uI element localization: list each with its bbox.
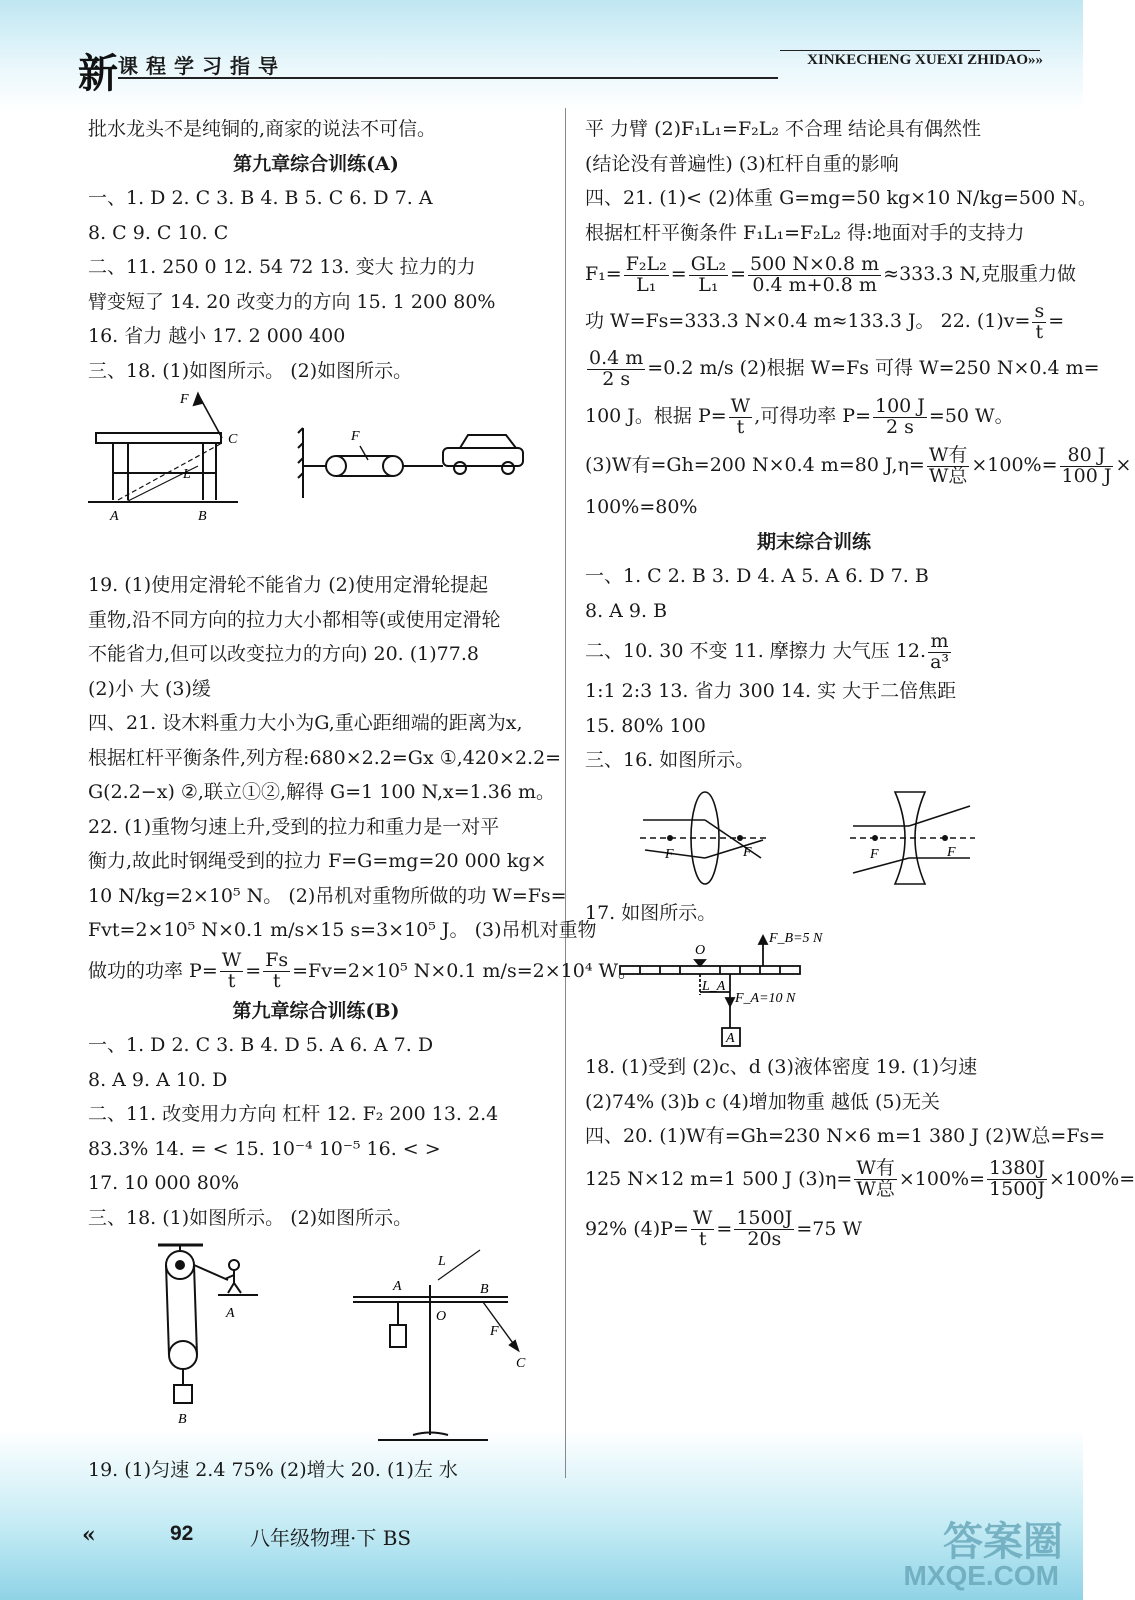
fig2-label-B2: B bbox=[480, 1282, 489, 1297]
text-line-formula: (3)W有=Gh=200 N×0.4 m=80 J,η= $\frac{\text{W有}}{\text{W总}}$ ×100%= $\frac{80 J}{100 J}$ × bbox=[585, 443, 1132, 487]
text-line: 83.3% 14. = < 15. 10⁻⁴ 10⁻⁵ 16. < > bbox=[88, 1137, 441, 1160]
fig3-label-F1: F bbox=[665, 846, 674, 862]
text-line: 二、11. 改变用力方向 杠杆 12. F₂ 200 13. 2.4 bbox=[88, 1103, 499, 1125]
text-line: 三、18. (1)如图所示。 (2)如图所示。 bbox=[88, 1206, 413, 1229]
fig1-label-A: A bbox=[110, 509, 119, 524]
text-line: 15. 80% 100 bbox=[585, 714, 706, 737]
watermark-url: MXQE.COM bbox=[903, 1560, 1059, 1591]
text-line-formula: 做功的功率 P= $\frac{W}{t}$ = $\frac{Fs}{t}$ =Fv=2×10⁵ N×0.1 m/s=2×10⁴ W。 bbox=[88, 949, 637, 992]
fig2-label-O: O bbox=[436, 1309, 447, 1324]
text-line-formula: 92% (4)P= $\frac{W}{t}$ = $\frac{1500J}{20s}$ =75 W bbox=[585, 1207, 862, 1250]
figure-pulley-and-lever bbox=[88, 1235, 544, 1453]
header-rule bbox=[118, 77, 778, 79]
fig1-label-F: F bbox=[180, 392, 189, 407]
fig4-label-FA: F_A=10 N bbox=[735, 991, 796, 1006]
text-line: 一、1. D 2. C 3. B 4. D 5. A 6. A 7. D bbox=[88, 1034, 434, 1056]
text-line: 批水龙头不是纯铜的,商家的说法不可信。 bbox=[88, 118, 437, 140]
figure-lenses bbox=[585, 778, 1043, 896]
text-line-formula: 二、10. 30 不变 11. 摩擦力 大气压 12. $\frac{m}{\text{a³}}$ bbox=[585, 629, 950, 673]
fig1-label-F2: F bbox=[351, 429, 360, 444]
text-line: 8. A 9. B bbox=[585, 599, 668, 622]
text-line: 四、21. 设木料重力大小为G,重心距细端的距离为x, bbox=[88, 712, 523, 734]
text-line: 三、16. 如图所示。 bbox=[585, 749, 755, 771]
text-line: 一、1. D 2. C 3. B 4. B 5. C 6. D 7. A bbox=[88, 187, 433, 209]
header-title: 课程学习指导 bbox=[118, 54, 286, 78]
text-line: 重物,沿不同方向的拉力大小都相等(或使用定滑轮 bbox=[88, 608, 501, 631]
fig4-label-A: A bbox=[726, 1031, 735, 1046]
footer-arrows-icon: « bbox=[82, 1522, 96, 1548]
right-column bbox=[585, 112, 1135, 1254]
section-title-a: 第九章综合训练(A) bbox=[233, 152, 399, 175]
book-label: 八年级物理·下 BS bbox=[250, 1526, 412, 1550]
text-line: 17. 如图所示。 bbox=[585, 901, 717, 924]
text-line: 根据杠杆平衡条件,列方程:680×2.2=Gx ①,420×2.2= bbox=[88, 746, 562, 769]
fig1-label-C: C bbox=[228, 432, 238, 447]
fig4-label-O: O bbox=[695, 943, 706, 958]
text-line: 根据杠杆平衡条件 F₁L₁=F₂L₂ 得:地面对手的支持力 bbox=[585, 221, 1025, 244]
text-line: (结论没有普遍性) (3)杠杆自重的影响 bbox=[585, 152, 899, 175]
figure-lever-and-car bbox=[88, 388, 544, 568]
section-title-final: 期末综合训练 bbox=[756, 530, 871, 553]
text-line: 臂变短了 14. 20 改变力的方向 15. 1 200 80% bbox=[88, 290, 496, 313]
text-line-formula: 100 J。根据 P= $\frac{W}{t}$ ,可得功率 P= $\frac{100 J}{2 s}$ =50 W。 bbox=[585, 394, 1014, 438]
fig3-label-F4: F bbox=[947, 844, 956, 860]
text-line: Fvt=2×10⁵ N×0.1 m/s×15 s=3×10⁵ J。 (3)吊机对重物 bbox=[88, 919, 597, 941]
text-line: 二、11. 250 0 12. 54 72 13. 变大 拉力的力 bbox=[88, 256, 476, 278]
text-line: 四、20. (1)W有=Gh=230 N×6 m=1 380 J (2)W总=Fs= bbox=[585, 1125, 1106, 1147]
text-line: 衡力,故此时钢绳受到的拉力 F=G=mg=20 000 kg× bbox=[88, 850, 547, 872]
text-line-formula: F₁= $\frac{\text{F₂L₂}}{\text{L₁}}$ = $\frac{\text{GL₂}}{\text{L₁}}$ = $\frac{500 N\times 0.8 m}{0.4 m+0.8 m}$ ≈333.3 N,克服重力做 bbox=[585, 252, 1076, 296]
text-line: (2)小 大 (3)缓 bbox=[88, 677, 211, 700]
section-title-b: 第九章综合训练(B) bbox=[232, 999, 400, 1022]
header-right-rule bbox=[780, 50, 1040, 51]
text-line: 1:1 2:3 13. 省力 300 14. 实 大于二倍焦距 bbox=[585, 680, 957, 702]
column-divider bbox=[565, 108, 566, 1478]
text-line: 19. (1)匀速 2.4 75% (2)增大 20. (1)左 水 bbox=[88, 1459, 458, 1481]
text-line: 一、1. C 2. B 3. D 4. A 5. A 6. D 7. B bbox=[585, 565, 929, 587]
text-line: 四、21. (1)< (2)体重 G=mg=50 kg×10 N/kg=500 N。 bbox=[585, 187, 1097, 209]
fig1-label-B: B bbox=[198, 509, 207, 524]
fig2-label-F: F bbox=[490, 1324, 499, 1339]
text-line: 22. (1)重物匀速上升,受到的拉力和重力是一对平 bbox=[88, 815, 500, 838]
text-line: 100%=80% bbox=[585, 496, 698, 518]
text-line: 17. 10 000 80% bbox=[88, 1172, 240, 1194]
text-line: 19. (1)使用定滑轮不能省力 (2)使用定滑轮提起 bbox=[88, 574, 489, 596]
fig4-label-FB: F_B=5 N bbox=[769, 931, 823, 946]
text-line: (2)74% (3)b c (4)增加物重 越低 (5)无关 bbox=[585, 1090, 940, 1113]
text-line-formula: 功 W=Fs=333.3 N×0.4 m≈133.3 J。 22. (1)v= $\frac{s}{t}$ = bbox=[585, 299, 1065, 343]
text-line-formula: 125 N×12 m=1 500 J (3)η= $\frac{\text{W有}}{\text{W总}}$ ×100%= $\frac{1380J}{1500J}$ ×100%= bbox=[585, 1157, 1135, 1200]
text-line: G(2.2−x) ②,联立①②,解得 G=1 100 N,x=1.36 m。 bbox=[88, 781, 556, 803]
text-line: 10 N/kg=2×10⁵ N。 (2)吊机对重物所做的功 W=Fs= bbox=[88, 884, 567, 907]
header-logo: 新 bbox=[78, 50, 118, 97]
fig2-label-A2: A bbox=[393, 1279, 402, 1294]
fig2-label-L: L bbox=[438, 1254, 446, 1269]
text-line: 16. 省力 越小 17. 2 000 400 bbox=[88, 325, 346, 347]
fig1-label-L: L bbox=[183, 467, 191, 482]
watermark-logo: 答案圈 bbox=[943, 1520, 1063, 1564]
fig2-label-B: B bbox=[178, 1412, 187, 1427]
text-line-formula: $\frac{0.4 m}{2 s}$ =0.2 m/s (2)根据 W=Fs 可得 W=250 N×0.4 m= bbox=[589, 346, 1100, 390]
figure-lever-forces bbox=[585, 930, 1043, 1050]
header-right-text: XINKECHENG XUEXI ZHIDAO»» bbox=[807, 52, 1043, 68]
text-line: 不能省力,但可以改变拉力的方向) 20. (1)77.8 bbox=[88, 643, 479, 665]
text-line: 三、18. (1)如图所示。 (2)如图所示。 bbox=[88, 359, 413, 382]
text-line: 8. C 9. C 10. C bbox=[88, 221, 229, 244]
fig4-label-LA: L_A bbox=[702, 979, 726, 994]
text-line: 18. (1)受到 (2)c、d (3)液体密度 19. (1)匀速 bbox=[585, 1056, 978, 1078]
text-line: 平 力臂 (2)F₁L₁=F₂L₂ 不合理 结论具有偶然性 bbox=[585, 118, 982, 140]
fig2-label-A: A bbox=[226, 1306, 235, 1321]
page-number: 92 bbox=[170, 1522, 194, 1545]
text-line: 8. A 9. A 10. D bbox=[88, 1068, 228, 1091]
fig2-label-C: C bbox=[516, 1356, 526, 1371]
fig3-label-F3: F bbox=[870, 846, 879, 862]
fig3-label-F2: F bbox=[743, 844, 752, 860]
